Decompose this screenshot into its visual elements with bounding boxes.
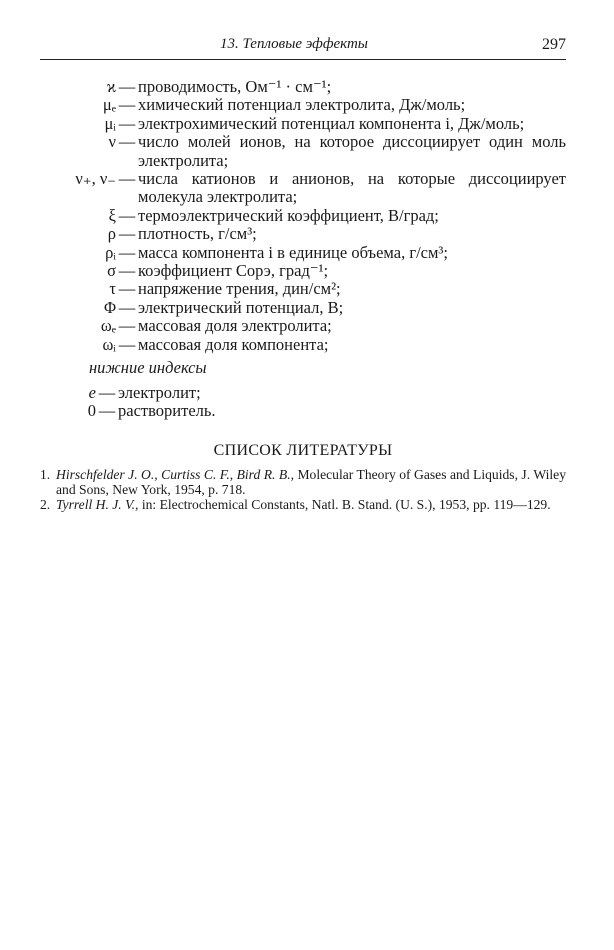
dash: — <box>118 261 136 281</box>
symbol-description: электрохимический потенциал компонента i, Дж/моль; <box>138 113 525 133</box>
subscript-symbol: 0 <box>87 401 96 421</box>
symbol: ρ <box>107 224 116 244</box>
symbol: ωₑ <box>100 316 116 336</box>
symbol: ρᵢ <box>105 242 116 262</box>
symbol-description: проводимость, Ом⁻¹ · см⁻¹; <box>138 77 332 96</box>
header-rule <box>40 59 566 60</box>
symbol-entry <box>40 317 566 335</box>
symbol-entry <box>40 207 566 225</box>
symbol-description: масса компонента i в единице объема, г/см³; <box>138 242 448 262</box>
reference-number: 2. <box>40 497 51 513</box>
symbol-entry <box>40 133 566 170</box>
symbol: ν₊, ν₋ <box>75 169 116 189</box>
symbol-description: химический потенциал электролита, Дж/моль; <box>138 95 466 115</box>
dash: — <box>118 169 136 189</box>
subscript-symbol: e <box>88 383 96 402</box>
subscript-list <box>40 384 566 421</box>
dash: — <box>118 279 136 299</box>
running-header <box>40 36 566 56</box>
dash: — <box>118 113 136 133</box>
subscripts-heading: нижние индексы <box>89 358 207 377</box>
symbol: ξ <box>108 205 116 225</box>
dash: — <box>118 132 136 152</box>
symbol-entry <box>40 244 566 262</box>
symbol-entry <box>40 262 566 280</box>
reference-item <box>40 497 566 512</box>
symbol-description: массовая доля компонента; <box>138 334 329 354</box>
reference-list <box>40 467 566 513</box>
symbol-description: плотность, г/см³; <box>138 224 257 244</box>
symbol-description: число молей ионов, на которое диссоциирует один моль электролита; <box>138 132 566 170</box>
symbol: σ <box>107 261 116 281</box>
symbol: Φ <box>103 297 116 317</box>
dash: — <box>118 334 136 354</box>
symbol-entry <box>40 336 566 354</box>
symbol-entry <box>40 299 566 317</box>
symbol-description: коэффициент Сорэ, град⁻¹; <box>138 261 329 281</box>
subscript-description: растворитель. <box>118 401 216 421</box>
subscript-entry <box>40 384 566 402</box>
reference-authors: Hirschfelder J. O., Curtiss C. F., Bird R. B., <box>56 467 294 482</box>
symbol: τ <box>109 279 116 299</box>
symbol-description: напряжение трения, дин/см²; <box>138 279 341 299</box>
dash: — <box>118 297 136 317</box>
reference-item <box>40 467 566 497</box>
subscript-entry <box>40 402 566 420</box>
symbol-description: термоэлектрический коэффициент, В/град; <box>138 205 439 225</box>
reference-number: 1. <box>40 467 51 482</box>
symbol-description: числа катионов и анионов, на которые диссоциирует молекула электролита; <box>138 169 566 207</box>
symbol: ν <box>108 132 116 152</box>
dash: — <box>118 95 136 115</box>
symbol-entry <box>40 225 566 243</box>
symbol: μₑ <box>102 95 116 115</box>
dash: — <box>98 383 116 402</box>
dash: — <box>118 316 136 336</box>
symbol-entry <box>40 115 566 133</box>
symbol-description: массовая доля электролита; <box>138 316 332 336</box>
reference-text: Molecular Theory of Gases and Liquids, J. Wiley and Sons, New York, 1954, p. 718. <box>56 467 566 498</box>
dash: — <box>98 401 116 421</box>
symbol: ωᵢ <box>102 334 116 354</box>
reference-text: in: Electrochemical Constants, Natl. B. Stand. (U. S.), 1953, pp. 119—129. <box>138 497 551 513</box>
symbol-entry <box>40 96 566 114</box>
symbol-description: электрический потенциал, В; <box>138 297 344 317</box>
symbol-entry <box>40 280 566 298</box>
dash: — <box>118 242 136 262</box>
dash: — <box>118 205 136 225</box>
dash: — <box>118 224 136 244</box>
reference-authors: Tyrrell H. J. V., <box>56 497 139 513</box>
subscript-description: электролит; <box>118 383 201 402</box>
chapter-title: 13. Тепловые эффекты <box>220 36 368 52</box>
symbol-list <box>40 78 566 354</box>
dash: — <box>118 77 136 96</box>
symbol-entry <box>40 170 566 207</box>
symbol: ϰ <box>106 77 116 96</box>
references-title: СПИСОК ЛИТЕРАТУРЫ <box>213 442 393 459</box>
symbol-entry <box>40 78 566 96</box>
page-number: 297 <box>542 36 566 53</box>
symbol: μᵢ <box>104 113 116 133</box>
